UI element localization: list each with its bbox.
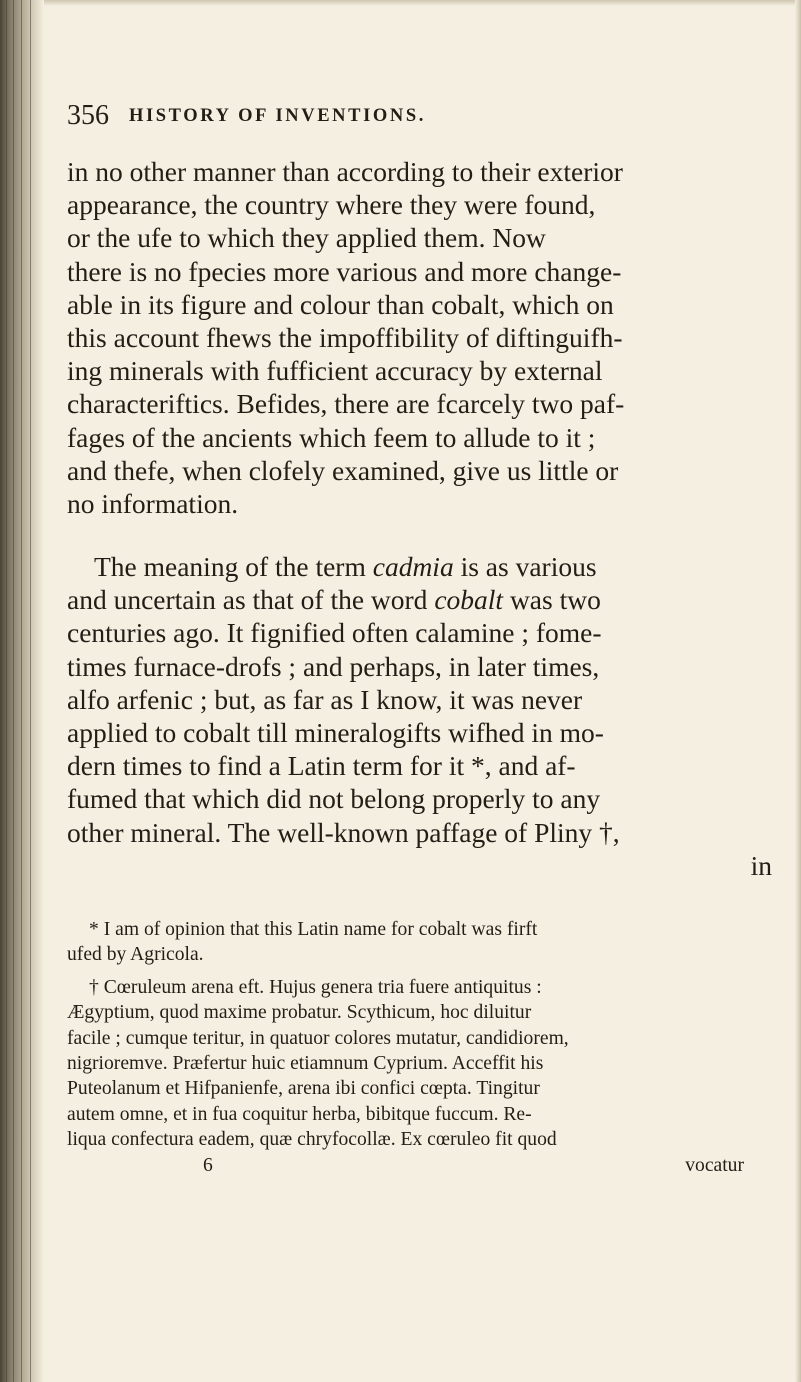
text-line: fumed that which did not belong properly to any <box>67 783 601 815</box>
text-run: and uncertain as that of the word <box>67 584 435 616</box>
footnote-gap <box>67 968 791 975</box>
italic-term: cobalt <box>434 584 504 616</box>
page-right-edge <box>795 0 801 1382</box>
page-top-edge <box>0 0 801 6</box>
italic-term: cadmia <box>372 551 454 583</box>
paragraph-gap <box>67 520 791 550</box>
text-line: dern times to find a Latin term for it *, and af- <box>67 750 576 782</box>
footnote-line: autem omne, et in fua coquitur herba, bibitque fuccum. Re- <box>67 1103 532 1125</box>
catchword: vocatur <box>685 1154 744 1176</box>
page-number: 356 <box>67 100 109 131</box>
footnote-line: Puteolanum et Hifpanienfe, arena ibi confici cœpta. Tingitur <box>67 1078 540 1100</box>
text-line: in no other manner than according to their exterior <box>67 156 623 187</box>
footnote-line: † Cœruleum arena eft. Hujus genera tria fuere antiquitus : <box>89 976 542 998</box>
text-line: and thefe, when clofely examined, give us little or <box>67 454 619 486</box>
footnote-line: Ægyptium, quod maxime probatur. Scythicum, hoc diluitur <box>67 1002 532 1024</box>
text-line: centuries ago. It fignified often calamine ; fome- <box>67 617 602 649</box>
binding-crease <box>30 0 31 1382</box>
text-line: fages of the ancients which feem to allude to it ; <box>67 421 596 453</box>
text-line: other mineral. The well-known paffage of Pliny †, <box>67 816 620 848</box>
text-line: applied to cobalt till mineralogifts wifhed in mo- <box>67 717 604 748</box>
text-line <box>67 583 791 616</box>
text-line: times furnace-drofs ; and perhaps, in later times, <box>67 650 600 682</box>
text-line: appearance, the country where they were found, <box>67 189 596 221</box>
text-line: in <box>750 849 772 881</box>
text-line: no information. <box>67 487 239 519</box>
text-run: The meaning of the term <box>94 551 373 583</box>
page-header <box>67 100 767 140</box>
text-line: characteriftics. Befides, there are fcarcely two paf- <box>67 388 625 420</box>
text-run: was two <box>503 584 601 616</box>
text-line: alfo arfenic ; but, as far as I know, it was never <box>67 683 583 715</box>
footnote-line: liqua confectura eadem, quæ chryfocollæ. Ex cœruleo fit quod <box>67 1129 557 1151</box>
book-binding <box>0 0 44 1382</box>
footnotes <box>67 917 791 1179</box>
text-line: able in its figure and colour than cobalt, which on <box>67 288 614 320</box>
binding-crease <box>6 0 7 1382</box>
text-line <box>67 550 791 583</box>
text-line: there is no fpecies more various and more change- <box>67 255 622 287</box>
footnote-line: nigrioremve. Præfertur huic etiamnum Cyprium. Acceffit his <box>67 1052 544 1074</box>
binding-crease <box>13 0 14 1382</box>
text-line: or the ufe to which they applied them. Now <box>67 222 546 254</box>
signature-mark: 6 <box>203 1154 213 1176</box>
page-footer <box>67 1153 791 1179</box>
binding-crease <box>21 0 22 1382</box>
text-line: this account fhews the impoffibility of diftinguifh- <box>67 321 623 353</box>
body-text <box>67 155 791 882</box>
footnote-line: facile ; cumque teritur, in quatuor colores mutatur, candidiorem, <box>67 1027 569 1049</box>
text-line: ing minerals with fufficient accuracy by external <box>67 355 603 387</box>
running-head: HISTORY OF INVENTIONS. <box>129 106 426 126</box>
footnote-line: * I am of opinion that this Latin name for cobalt was firft <box>89 919 538 940</box>
text-run: is as various <box>453 551 597 583</box>
footnote-line: ufed by Agricola. <box>67 944 204 966</box>
